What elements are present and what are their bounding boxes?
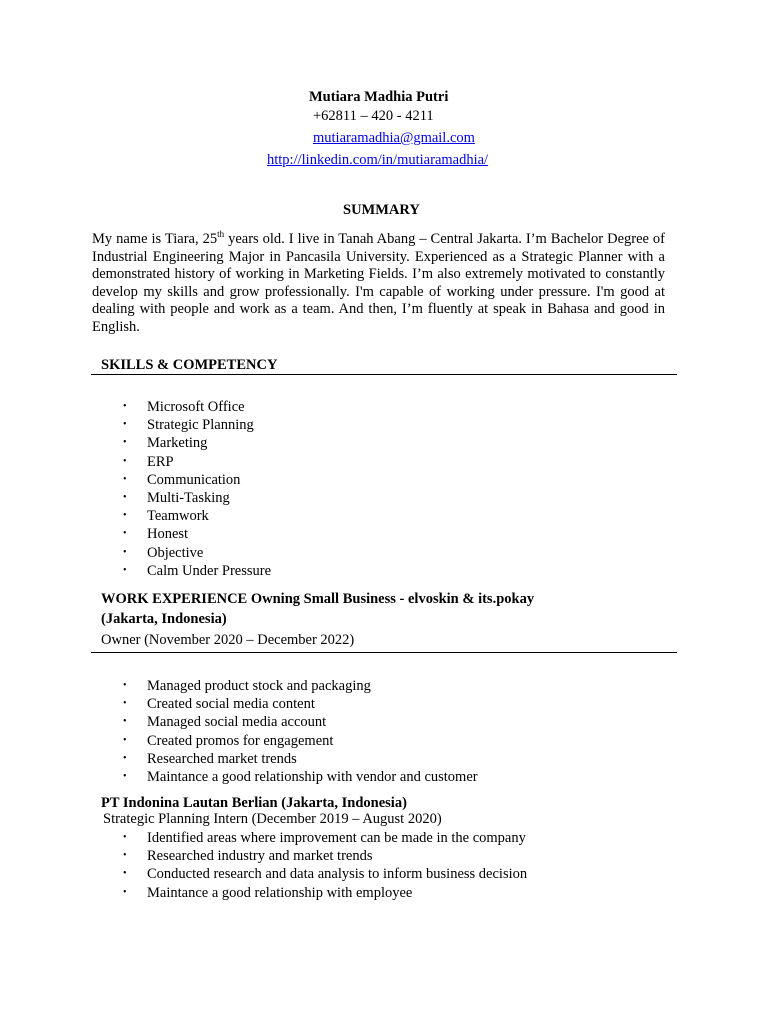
work-experience-heading: WORK EXPERIENCE Owning Small Business - elvoskin & its.pokay <box>101 591 535 607</box>
duty-label: Identified areas where improvement can be made in the company <box>147 830 526 846</box>
list-item <box>0 453 271 471</box>
list-item <box>0 713 478 731</box>
list-item <box>0 398 271 416</box>
bullet-icon: • <box>123 546 127 558</box>
job-duties-list <box>0 829 527 902</box>
duty-label: Researched market trends <box>147 750 297 767</box>
skill-label: Communication <box>147 471 241 488</box>
bullet-icon: • <box>123 752 127 764</box>
list-item <box>0 695 478 713</box>
bullet-icon: • <box>123 886 127 898</box>
bullet-icon: • <box>123 680 127 691</box>
skill-label: Microsoft Office <box>147 399 245 415</box>
list-item <box>0 829 527 847</box>
list-item <box>0 677 478 695</box>
linkedin-link[interactable]: http://linkedin.com/in/mutiaramadhia/ <box>267 152 489 168</box>
summary-text-part: My name is Tiara, 25 <box>92 231 218 247</box>
bullet-icon: • <box>123 437 127 449</box>
list-item <box>0 562 271 580</box>
company-name: PT Indonina Lautan Berlian (Jakarta, Indonesia) <box>101 795 407 811</box>
bullet-icon: • <box>123 771 127 783</box>
duty-label: Conducted research and data analysis to inform business decision <box>147 866 528 883</box>
list-item <box>0 847 527 865</box>
skill-label: Strategic Planning <box>147 417 254 434</box>
bullet-icon: • <box>123 473 127 485</box>
bullet-icon: • <box>123 734 127 746</box>
skills-heading: SKILLS & COMPETENCY <box>101 357 278 373</box>
job-location: (Jakarta, Indonesia) <box>101 611 227 627</box>
bullet-icon: • <box>123 528 127 540</box>
bullet-icon: • <box>123 716 127 728</box>
list-item <box>0 471 271 489</box>
bullet-icon: • <box>123 698 127 710</box>
list-item <box>0 489 271 507</box>
list-item <box>0 768 478 786</box>
list-item <box>0 865 527 883</box>
skills-divider <box>91 374 677 375</box>
list-item <box>0 750 478 768</box>
skill-label: ERP <box>147 453 174 470</box>
list-item <box>0 884 527 902</box>
skill-label: Marketing <box>147 435 208 452</box>
duty-label: Maintance a good relationship with vendor and customer <box>147 769 478 786</box>
summary-text <box>92 231 665 337</box>
skills-list <box>0 398 271 580</box>
bullet-icon: • <box>123 419 127 431</box>
summary-text-part: years old. I live in Tanah Abang – Central Jakarta. I’m Bachelor Degree of Industrial Engineering Major in Pancasila University. Experienced as a Strategic Planner with a demonstrated history of working in Marketing Fields. I’m also extremely motivated to constantly develop my skills and grow professionally. I'm capable of working under pressure. I'm good at dealing with people and work as a team. And then, I’m fluently at speak in Bahasa and good in English. <box>92 231 666 335</box>
bullet-icon: • <box>123 850 127 862</box>
skill-label: Honest <box>147 526 189 543</box>
bullet-icon: • <box>123 832 127 843</box>
duty-label: Managed social media account <box>147 714 327 731</box>
candidate-name: Mutiara Madhia Putri <box>309 89 449 105</box>
bullet-icon: • <box>123 564 127 576</box>
bullet-icon: • <box>123 492 127 504</box>
job-duties-list <box>0 677 478 786</box>
list-item <box>0 507 271 525</box>
duty-label: Researched industry and market trends <box>147 848 373 865</box>
skill-label: Teamwork <box>147 508 209 525</box>
list-item <box>0 416 271 434</box>
phone-number: +62811 – 420 - 4211 <box>313 108 434 124</box>
email-link[interactable]: mutiaramadhia@gmail.com <box>313 130 475 146</box>
work-divider <box>91 652 677 653</box>
bullet-icon: • <box>123 510 127 522</box>
list-item <box>0 525 271 543</box>
skill-label: Objective <box>147 544 204 561</box>
job-role: Owner (November 2020 – December 2022) <box>101 632 355 648</box>
skill-label: Calm Under Pressure <box>147 562 272 579</box>
duty-label: Created promos for engagement <box>147 732 334 749</box>
duty-label: Managed product stock and packaging <box>147 678 371 694</box>
duty-label: Created social media content <box>147 696 315 713</box>
list-item <box>0 732 478 750</box>
duty-label: Maintance a good relationship with employee <box>147 884 413 901</box>
summary-superscript: th <box>217 229 225 240</box>
summary-heading: SUMMARY <box>343 202 420 218</box>
bullet-icon: • <box>123 455 127 467</box>
list-item <box>0 434 271 452</box>
bullet-icon: • <box>123 868 127 880</box>
job-role: Strategic Planning Intern (December 2019 – August 2020) <box>103 811 442 827</box>
skill-label: Multi-Tasking <box>147 490 230 507</box>
bullet-icon: • <box>123 401 127 412</box>
list-item <box>0 544 271 562</box>
